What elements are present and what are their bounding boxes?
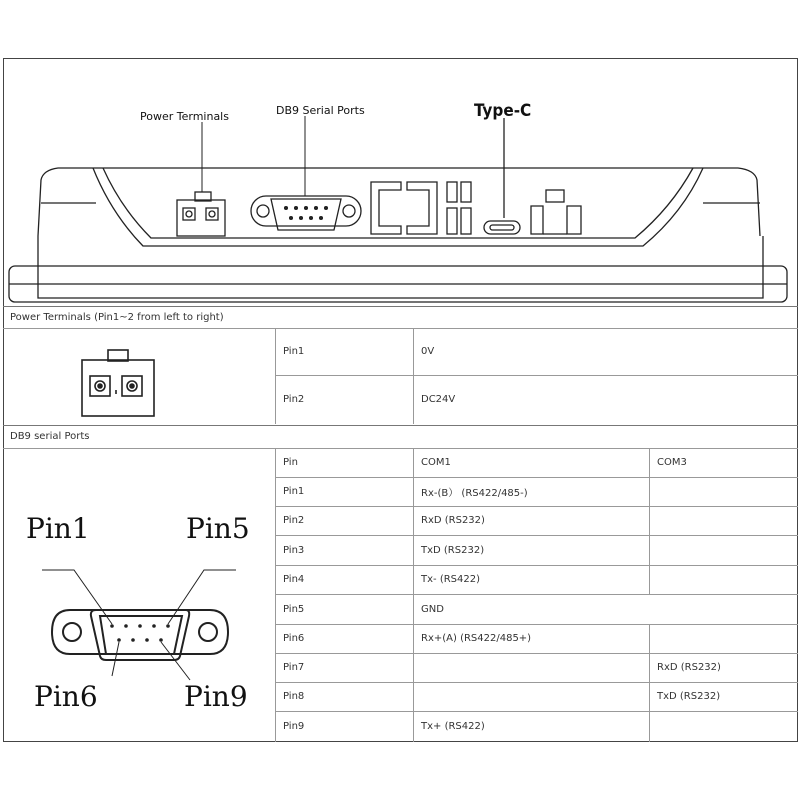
db9-com1-cell: [413, 682, 649, 711]
db9-com1-cell: Tx+ (RS422): [421, 721, 485, 732]
power-terminal-icon: [68, 346, 168, 422]
db9-pinout-diagram: [40, 566, 240, 690]
db9-com1-cell: RxD (RS232): [421, 515, 485, 526]
db9-com1-cell: Rx-(B） (RS422/485-): [421, 488, 528, 499]
db9-pin-cell: Pin2: [283, 515, 305, 526]
db9-pin-cell: Pin8: [283, 691, 305, 702]
db9-com1-cell: Tx- (RS422): [421, 574, 480, 585]
type-c-port-icon: [484, 118, 520, 234]
power-value-cell: 0V: [421, 346, 435, 357]
db9-com1-cell: GND: [421, 603, 444, 615]
db9-pin-cell: Pin7: [283, 662, 305, 673]
db9-header-com3: COM3: [657, 457, 687, 468]
db9-pin-cell: Pin5: [283, 603, 305, 615]
db9-com3-cell: [649, 711, 798, 742]
db9-com3-cell: [649, 624, 798, 653]
db9-section-title: DB9 serial Ports: [3, 425, 798, 447]
diagram-label-pin5: Pin5: [186, 512, 250, 545]
power-terminal-icon: [177, 192, 225, 236]
db9-header-com1: COM1: [421, 457, 451, 468]
db9-com3-cell: [649, 477, 798, 506]
db9-com1-cell: [413, 653, 649, 682]
db9-pin-cell: Pin9: [283, 721, 305, 732]
power-terminal-diagram: [68, 346, 168, 426]
type-c-label: Type-C: [474, 101, 532, 121]
db9-com3-cell: [649, 565, 798, 594]
db9-pin-cell: Pin4: [283, 574, 305, 585]
db9-com3-cell: TxD (RS232): [657, 691, 721, 702]
diagram-label-pin9: Pin9: [184, 680, 248, 713]
db9-com3-cell: RxD (RS232): [657, 662, 721, 673]
aux-connector-icon: [531, 190, 581, 234]
housing-front: [38, 236, 763, 298]
power-pin-cell: Pin1: [283, 346, 305, 357]
db9-serial-ports-label: DB9 Serial Ports: [276, 104, 365, 117]
db9-com3-cell: [649, 535, 798, 565]
db9-connector-icon: [40, 566, 240, 686]
device-outline-svg: [3, 58, 798, 306]
ethernet-port-icon: [371, 182, 471, 234]
diagram-label-pin6: Pin6: [34, 680, 98, 713]
db9-com1-cell: Rx+(A) (RS422/485+): [421, 633, 532, 644]
db9-com3-cell: [649, 506, 798, 535]
device-drawing: [3, 58, 798, 306]
db9-header-pin: Pin: [283, 457, 298, 468]
db9-pin-cell: Pin1: [283, 486, 305, 497]
power-value-cell: DC24V: [421, 393, 456, 405]
db9-pin-cell: Pin6: [283, 633, 305, 644]
db9-port-icon: [251, 196, 361, 230]
power-terminals-label: Power Terminals: [140, 110, 229, 123]
db9-pin-cell: Pin3: [283, 544, 305, 556]
power-section-title: Power Terminals (Pin1~2 from left to right): [3, 306, 798, 328]
diagram-label-pin1: Pin1: [26, 512, 90, 545]
power-pin-cell: Pin2: [283, 393, 305, 405]
db9-com1-cell: TxD (RS232): [421, 544, 485, 556]
